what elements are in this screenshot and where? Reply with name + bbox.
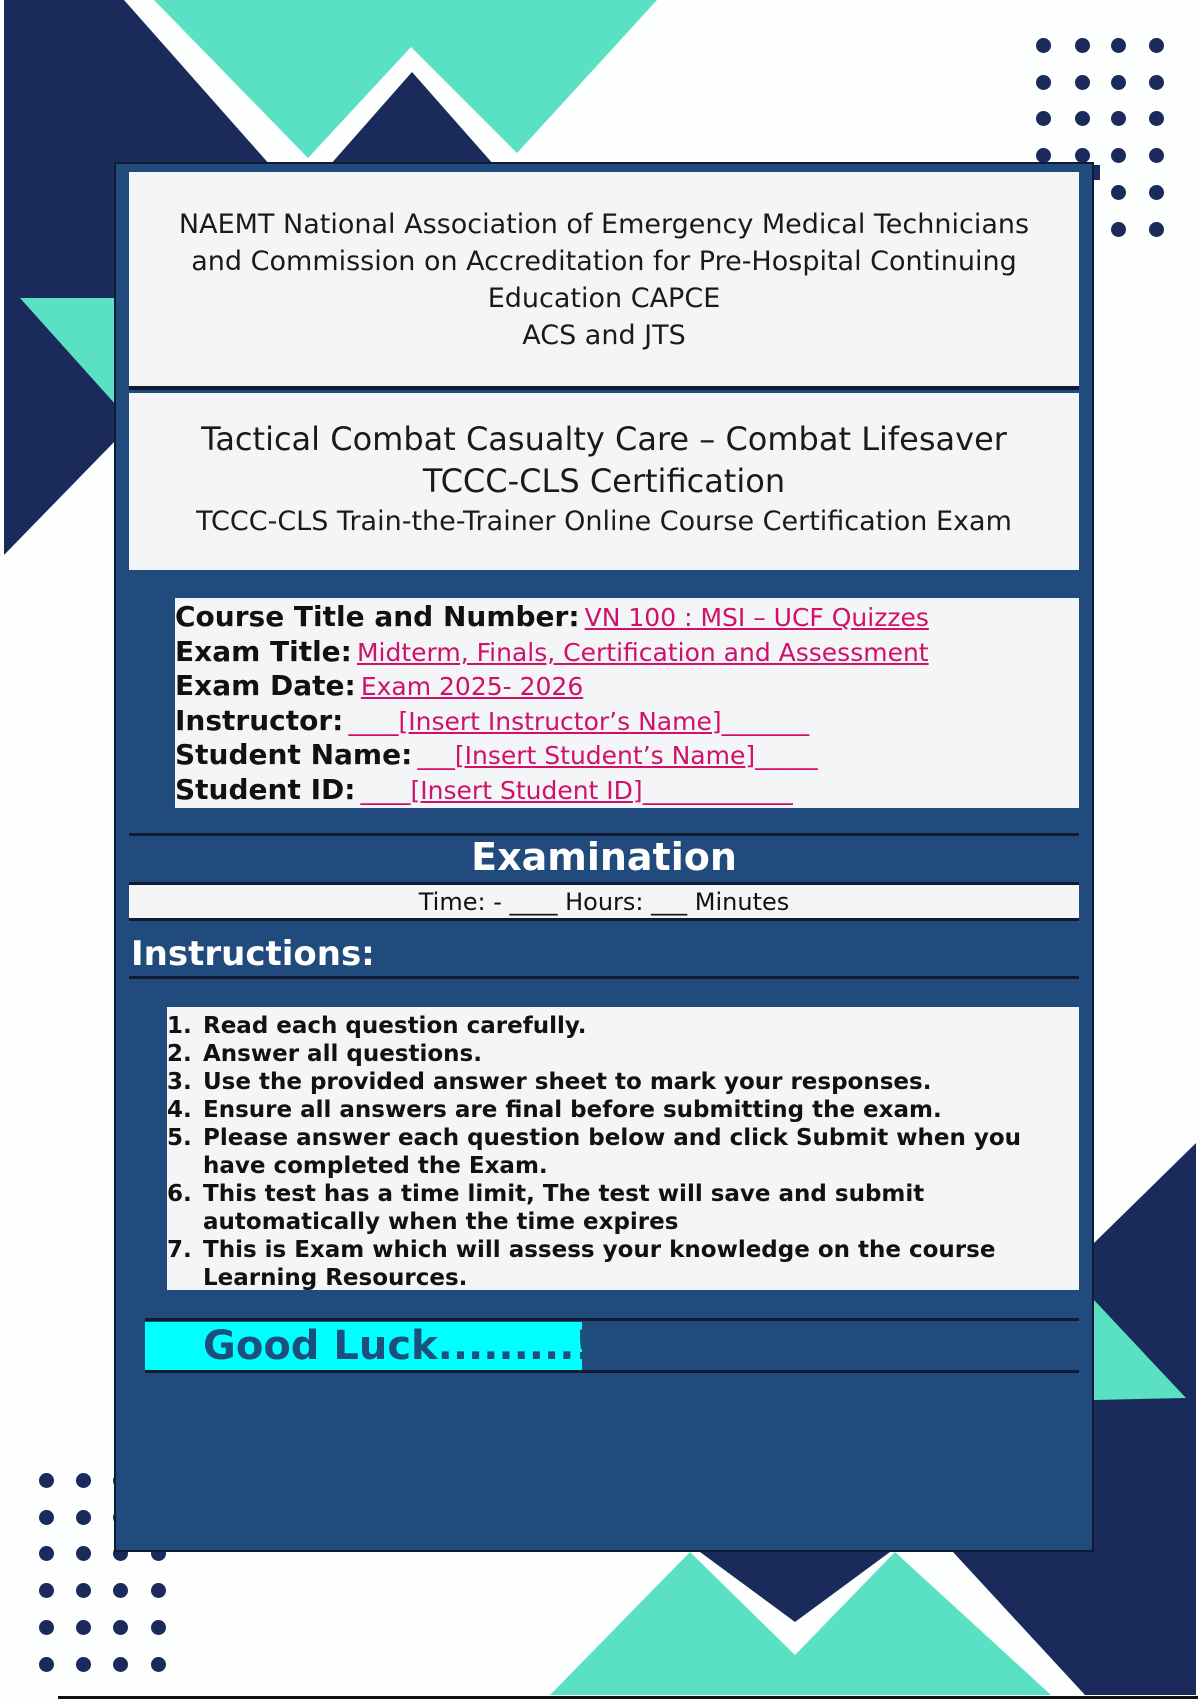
instruction-item: 2. Answer all questions. [167,1041,482,1067]
good-luck-bottom-rule [145,1370,1079,1373]
instructor-name-field[interactable]: [Insert Instructor’s Name] [398,706,722,736]
instructions-heading: Instructions: [131,934,375,974]
time-limit-bar: Time: - ____ Hours: ___ Minutes [129,885,1079,921]
good-luck-banner: Good Luck.........! [145,1322,582,1370]
organization-header [129,172,1079,386]
info-row-exam-date: Exam Date: Exam 2025- 2026 [175,669,584,702]
org-line-1: NAEMT National Association of Emergency Medical Technicians [178,209,1030,240]
instructions-underline [129,976,1079,979]
instruction-item: 7. This is Exam which will assess your knowledge on the course Learning Resources. [167,1237,996,1291]
header-divider [129,386,1079,390]
instruction-item: 6. This test has a time limit, The test will save and submit automatically when the time expires [167,1181,925,1235]
org-line-4: ACS and JTS [522,320,686,351]
course-title-line-3: TCCC-CLS Train-the-Trainer Online Course Certification Exam [196,506,1012,537]
student-id-field[interactable]: [Insert Student ID] [410,775,643,805]
examination-heading: Examination [471,835,737,879]
exam-title-field[interactable]: Midterm, Finals, Certification and Assessment [356,637,929,667]
org-line-2: and Commission on Accreditation for Pre-Hospital Continuing [191,246,1017,277]
course-title-header [129,393,1079,570]
instruction-item: 1. Read each question carefully. [167,1013,587,1039]
info-row-instructor: Instructor: ____[Insert Instructor’s Name]_______ [175,703,810,737]
info-row-student-id: Student ID: ____[Insert Student ID]____________ [175,772,793,806]
exam-date-field[interactable]: Exam 2025- 2026 [360,672,584,701]
org-line-3: Education CAPCE [487,283,721,314]
course-title-field[interactable]: VN 100 : MSI – UCF Quizzes [584,603,929,632]
info-row-exam-title: Exam Title: Midterm, Finals, Certification and Assessment [175,634,929,668]
student-name-field[interactable]: [Insert Student’s Name] [454,741,756,770]
exam-cover-card [114,162,1094,1552]
instruction-item: 3. Use the provided answer sheet to mark your responses. [167,1069,932,1095]
exam-info-panel [175,598,1079,808]
course-title-line-2: TCCC-CLS Certification [422,462,786,500]
course-title-line-1: Tactical Combat Casualty Care – Combat Lifesaver [201,420,1007,458]
instructions-panel [167,1007,1079,1290]
instructions-list [167,1012,1071,1292]
instruction-item: 4. Ensure all answers are final before submitting the exam. [167,1097,942,1123]
instruction-item: 5. Please answer each question below and click Submit when you have completed the Exam. [167,1125,1021,1179]
good-luck-top-rule [145,1318,1079,1321]
info-row-student-name: Student Name: ___[Insert Student’s Name]_____ [175,738,818,771]
info-row-course: Course Title and Number: VN 100 : MSI – UCF Quizzes [175,600,929,633]
